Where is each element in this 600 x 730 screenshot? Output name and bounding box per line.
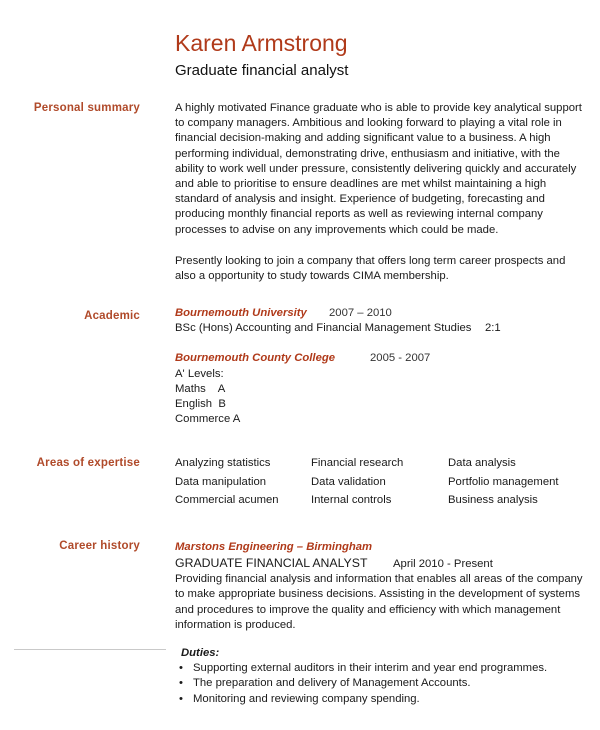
summary-line: producing monthly financial reports as well as reviewing internal company — [175, 208, 543, 221]
summary-line: financial decision-making and adding significant value to a business. A high — [175, 132, 551, 145]
course-name: BSc (Hons) Accounting and Financial Management Studies — [175, 322, 472, 335]
description-line: Providing financial analysis and information that enables all areas of the company — [175, 573, 583, 586]
summary-line: processes to advise on any improvements which could be made. — [175, 223, 499, 236]
qualification-line: Maths A — [175, 382, 226, 395]
expertise-item: Financial research — [311, 457, 404, 469]
education-dates: 2007 – 2010 — [329, 307, 392, 319]
qualification-line: A' Levels: — [175, 367, 224, 380]
expertise-item: Internal controls — [311, 494, 392, 506]
position-title: GRADUATE FINANCIAL ANALYST — [175, 556, 368, 571]
summary-paragraph-2 — [175, 254, 595, 284]
section-label-expertise: Areas of expertise — [36, 457, 140, 469]
description-line: information is produced. — [175, 618, 296, 631]
expertise-item: Business analysis — [448, 494, 538, 506]
expertise-item: Analyzing statistics — [175, 457, 271, 469]
summary-line: standard of analysis and insight. Experience of budgeting, forecasting and — [175, 193, 545, 206]
summary-line: and able to prioritise to ensure deadlines are met whilst maintaining a high — [175, 178, 547, 191]
expertise-item: Data manipulation — [175, 476, 267, 488]
position-row — [175, 555, 595, 572]
academic-entry-header — [175, 306, 595, 321]
qualification-line: English B — [175, 397, 226, 410]
expertise-item: Commercial acumen — [175, 494, 279, 506]
academic-course-row — [175, 321, 595, 336]
career-section — [175, 540, 595, 707]
expertise-item: Data validation — [311, 476, 386, 488]
duty-item: • Supporting external auditors in their interim and year end programmes. — [175, 661, 595, 676]
section-label-personal-summary: Personal summary — [33, 102, 140, 114]
description-line: and procedures to improve the quality and efficiency with which management — [175, 603, 561, 616]
expertise-item: Data analysis — [448, 457, 516, 469]
academic-section — [175, 306, 595, 427]
summary-line: ability to work well under pressure, consistently delivering quickly and accurately — [175, 162, 577, 175]
qualification-line: Commerce A — [175, 413, 241, 426]
education-dates: 2005 - 2007 — [370, 352, 431, 365]
section-divider — [14, 649, 166, 650]
employer-name: Marstons Engineering – Birmingham — [175, 541, 373, 553]
duty-item: • Monitoring and reviewing company spending. — [175, 692, 595, 707]
personal-summary-text — [175, 101, 595, 284]
course-grade: 2:1 — [485, 322, 501, 335]
position-dates: April 2010 - Present — [393, 558, 493, 571]
description-line: to make appropriate business decisions. Assisting in the development of systems — [175, 588, 581, 601]
summary-line: also a opportunity to study towards CIMA membership. — [175, 270, 449, 283]
role-description — [175, 572, 595, 633]
expertise-grid — [175, 456, 595, 512]
candidate-title: Graduate financial analyst — [175, 62, 349, 79]
academic-entry-header — [175, 351, 595, 366]
candidate-name: Karen Armstrong — [175, 30, 348, 56]
summary-line: to company managers. Ambitious and looking forward to playing a vital role in — [175, 117, 562, 130]
summary-line: performing individual, demonstrating drive, enthusiasm and initiative, with the — [175, 147, 560, 160]
duty-item: • The preparation and delivery of Management Accounts. — [175, 676, 595, 691]
duties-list — [175, 661, 595, 707]
summary-line: Presently looking to join a company that offers long term career prospects and — [175, 254, 566, 267]
section-label-academic: Academic — [84, 310, 140, 322]
section-label-career-history: Career history — [59, 540, 140, 552]
institution-name: Bournemouth University — [175, 307, 307, 319]
institution-name: Bournemouth County College — [175, 352, 336, 365]
summary-line: A highly motivated Finance graduate who is able to provide key analytical support — [175, 102, 582, 114]
summary-paragraph-1 — [175, 101, 595, 238]
expertise-item: Portfolio management — [448, 476, 559, 488]
duties-heading: Duties: — [181, 647, 220, 660]
